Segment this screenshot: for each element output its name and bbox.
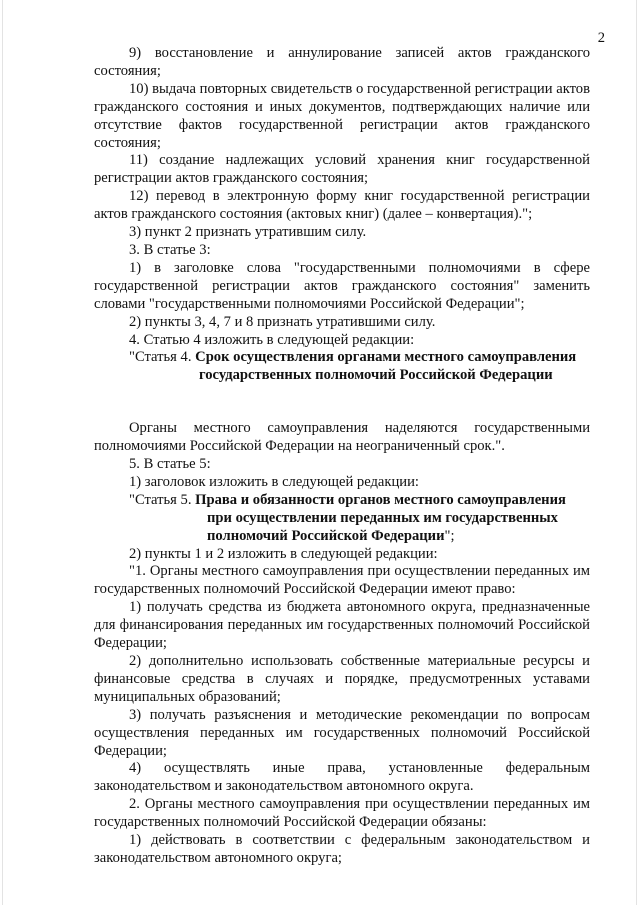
paragraph: 1) в заголовке слова "государственными полномочиями в сфере государственной регистрации актов гражданского состояния" заменить словами "государственными полномочиями Российской Федерации"; (94, 259, 590, 312)
paragraph: 4) осуществлять иные права, установленные федеральным законодательством и законодательством автономного округа. (94, 760, 590, 795)
paragraph: 1) получать средства из бюджета автономного округа, предназначенные для финансирования переданных им государственных полномочий Российской Федерации; (94, 599, 590, 652)
article-5-tail: "; (444, 527, 455, 544)
paragraph: 10) выдача повторных свидетельств о государственной регистрации актов гражданского состояния и иных документов, подтверждающих наличие или отсутствие фактов государственной регистрации актов гражданского состояния; (94, 80, 590, 151)
paragraph: 2) пункты 3, 4, 7 и 8 признать утратившими силу. (129, 313, 436, 330)
paragraph: 1) действовать в соответствии с федеральным законодательством и законодательством автономного округа; (94, 832, 590, 866)
article-5-title-line3-wrap (129, 528, 590, 546)
paragraph: 12) перевод в электронную форму книг государственной регистрации актов гражданского состояния (актовых книг) (далее – конвертация)."; (94, 188, 590, 223)
paragraph: 3) пункт 2 признать утратившим силу. (129, 224, 367, 241)
paragraph: 1) заголовок изложить в следующей редакции: (129, 473, 419, 490)
paragraph: "1. Органы местного самоуправления при осуществлении переданных им государственных полномочий Российской Федерации имеют право: (94, 563, 590, 598)
page-edge-right (636, 0, 637, 905)
page-number: 2 (597, 30, 605, 46)
article-5-title-line3: полномочий Российской Федерации (207, 527, 445, 544)
spacer (94, 385, 590, 420)
paragraph: 4. Статью 4 изложить в следующей редакции: (129, 331, 415, 348)
paragraph: 2. Органы местного самоуправления при осуществлении переданных им государственных полномочий Российской Федерации обязаны: (94, 796, 590, 831)
article-4-heading (94, 349, 590, 385)
document-body (94, 45, 590, 868)
paragraph: 5. В статье 5: (129, 456, 211, 473)
paragraph: 3. В статье 3: (129, 241, 211, 258)
article-4-title-line2: государственных полномочий Российской Федерации (199, 367, 553, 384)
article-4-lead: "Статья 4. (129, 349, 196, 366)
article-5-title-line2: при осуществлении переданных им государственных (207, 509, 558, 526)
paragraph: 2) дополнительно использовать собственные материальные ресурсы и финансовые средства в случаях и порядке, предусмотренных уставами муниципальных образований; (94, 653, 590, 705)
paragraph: 9) восстановление и аннулирование записей актов гражданского состояния; (94, 45, 590, 79)
article-5-lead: "Статья 5. (129, 491, 196, 508)
paragraph: 2) пункты 1 и 2 изложить в следующей редакции: (129, 545, 438, 562)
paragraph: 3) получать разъяснения и методические рекомендации по вопросам осуществления переданных им государственных полномочий Российской Федерации; (94, 706, 590, 759)
article-5-title-line1: Права и обязанности органов местного самоуправления (195, 491, 566, 508)
article-4-title-line1: Срок осуществления органами местного самоуправления (195, 349, 577, 366)
paragraph: 11) создание надлежащих условий хранения книг государственной регистрации актов гражданского состояния; (94, 152, 590, 187)
page-edge-left (2, 0, 3, 905)
article-5-heading (94, 492, 590, 546)
paragraph: Органы местного самоуправления наделяются государственными полномочиями Российской Федерации на неограниченный срок.". (94, 420, 590, 455)
